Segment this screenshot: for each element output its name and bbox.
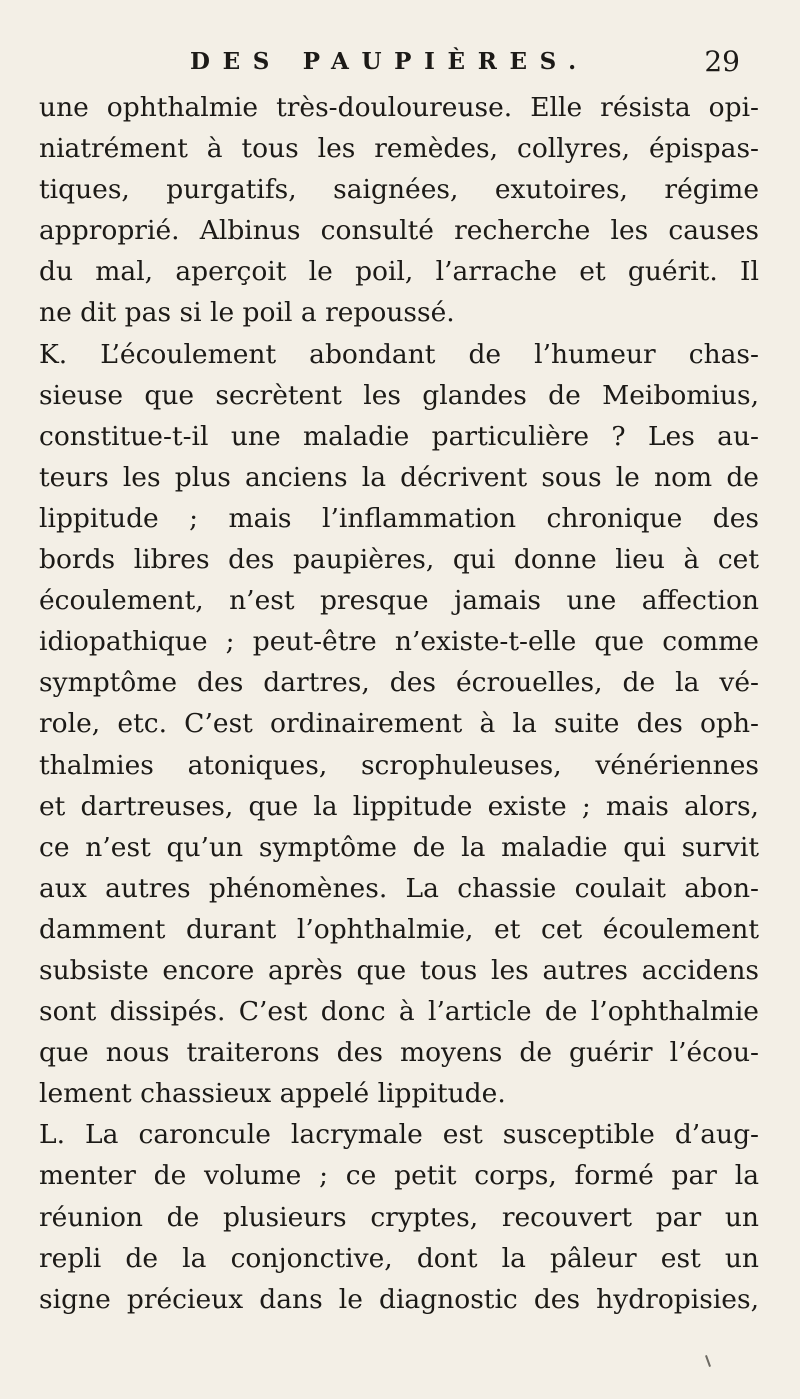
text-line: repli de la conjonctive, dont la pâleur est un bbox=[39, 1242, 759, 1274]
page-number: 29 bbox=[704, 45, 740, 78]
text-line: subsiste encore après que tous les autres accidens bbox=[39, 954, 759, 986]
text-line: damment durant l’ophthalmie, et cet écoulement bbox=[39, 913, 759, 945]
text-line: du mal, aperçoit le poil, l’arrache et guérit. Il bbox=[39, 256, 759, 288]
text-line: bords libres des paupières, qui donne lieu à cet bbox=[39, 544, 759, 576]
paragraph-k-start: K. L’écoulement abondant de l’humeur chas- bbox=[39, 338, 759, 370]
paragraph-l-start: L. La caroncule lacrymale est susceptible d’aug- bbox=[39, 1119, 759, 1151]
text-line: ce n’est qu’un symptôme de la maladie qui survit bbox=[39, 831, 759, 863]
text-line: sieuse que secrètent les glandes de Meibomius, bbox=[39, 379, 759, 411]
text-line: tiques, purgatifs, saignées, exutoires, régime bbox=[39, 174, 759, 206]
text-line: ne dit pas si le poil a repoussé. bbox=[39, 297, 455, 329]
text-line: symptôme des dartres, des écrouelles, de la vé- bbox=[39, 667, 759, 699]
printer-mark bbox=[705, 1355, 711, 1367]
text-line: teurs les plus anciens la décrivent sous le nom de bbox=[39, 461, 759, 493]
body-text bbox=[39, 87, 759, 1320]
text-line: lippitude ; mais l’inflammation chronique des bbox=[39, 502, 759, 534]
text-line: menter de volume ; ce petit corps, formé par la bbox=[39, 1160, 759, 1192]
text-line: aux autres phénomènes. La chassie coulait abon- bbox=[39, 872, 759, 904]
text-line: réunion de plusieurs cryptes, recouvert par un bbox=[39, 1201, 759, 1233]
page-header bbox=[40, 45, 740, 84]
text-line: idiopathique ; peut-être n’existe-t-elle que comme bbox=[39, 626, 759, 658]
text-line: que nous traiterons des moyens de guérir l’écou- bbox=[39, 1037, 759, 1069]
text-line: signe précieux dans le diagnostic des hydropisies, bbox=[39, 1283, 759, 1315]
running-title: DES PAUPIÈRES. bbox=[190, 48, 589, 75]
text-line: role, etc. C’est ordinairement à la suite des oph- bbox=[39, 708, 759, 740]
text-line: approprié. Albinus consulté recherche les causes bbox=[39, 215, 759, 247]
text-line: constitue-t-il une maladie particulière ? Les au- bbox=[39, 420, 759, 452]
text-line: et dartreuses, que la lippitude existe ; mais alors, bbox=[39, 790, 759, 822]
text-line: thalmies atoniques, scrophuleuses, vénériennes bbox=[39, 749, 759, 781]
text-line: écoulement, n’est presque jamais une affection bbox=[39, 585, 759, 617]
text-line: niatrément à tous les remèdes, collyres, épispas- bbox=[39, 133, 759, 165]
text-line: sont dissipés. C’est donc à l’article de l’ophthalmie bbox=[39, 996, 759, 1028]
text-line: une ophthalmie très-douloureuse. Elle résista opi- bbox=[39, 92, 759, 123]
text-line: lement chassieux appelé lippitude. bbox=[39, 1078, 506, 1110]
